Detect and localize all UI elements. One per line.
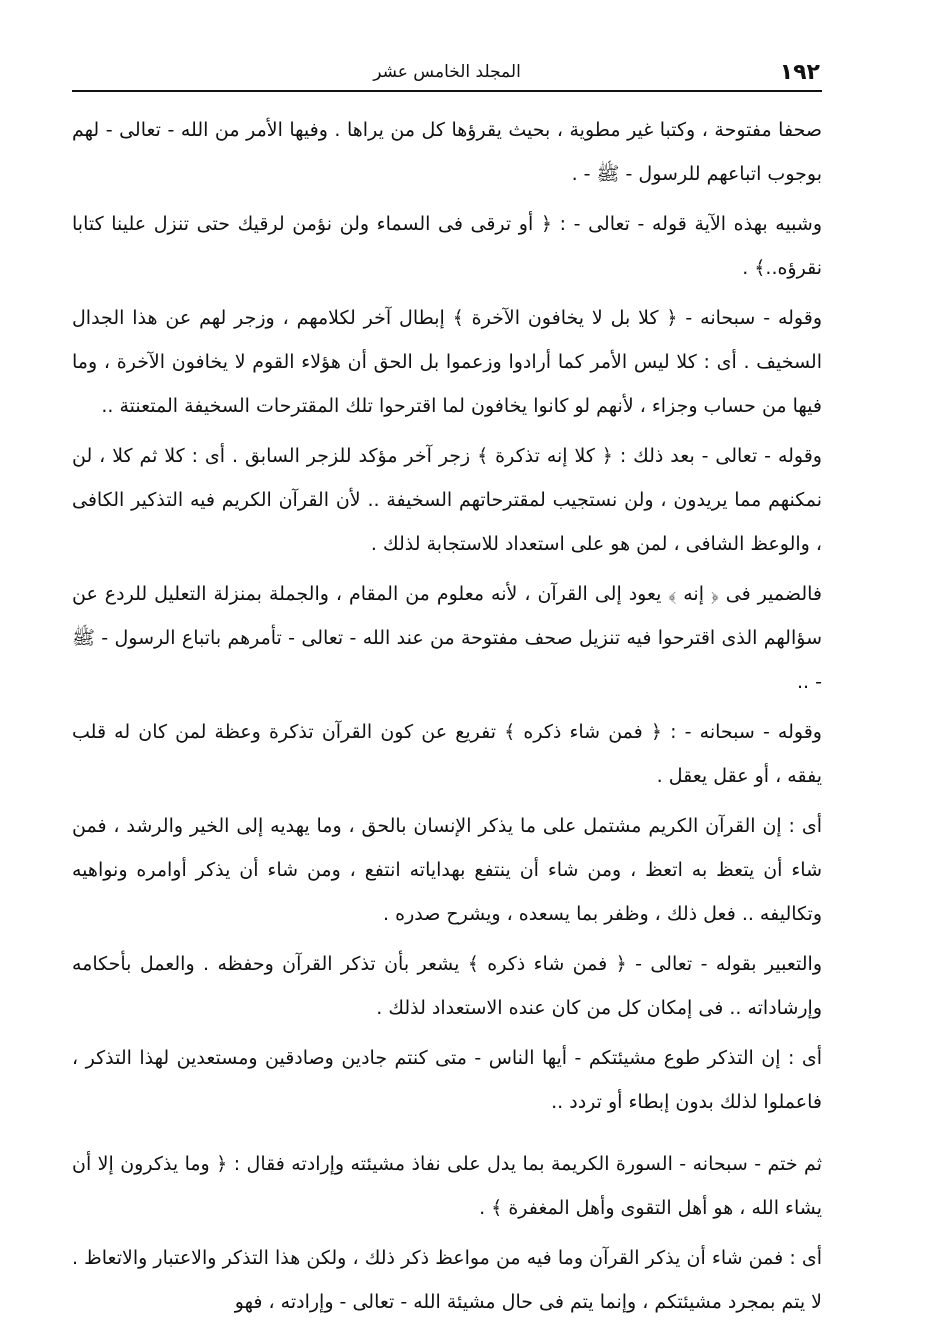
page-number: ١٩٢ <box>779 60 820 85</box>
running-title: المجلد الخامس عشر <box>373 62 521 82</box>
paragraph: وقوله - سبحانه - : ﴿ فمن شاء ذكره ﴾ تفريع عن كون القرآن تذكرة وعظة لمن كان له قلب يفقه ، أو عقل يعقل . <box>72 721 822 787</box>
paragraph: أى : فمن شاء أن يذكر القرآن وما فيه من مواعظ ذكر ذلك ، ولكن هذا التذكر والاعتبار والاتعاظ . لا يتم بمجرد مشيئتكم ، وإنما يتم فى حال مشيئة الله - تعالى - وإرادته ، فهو <box>72 1247 822 1313</box>
page-header <box>72 56 822 92</box>
paragraph: وقوله - سبحانه - ﴿ كلا بل لا يخافون الآخرة ﴾ إبطال آخر لكلامهم ، وزجر لهم عن هذا الجدال السخيف . أى : كلا ليس الأمر كما أرادوا وزعموا بل الحق أن هؤلاء القوم لا يخافون الآخرة ، وما فيها من حساب وجزاء ، لأنهم لو كانوا يخافون لما اقترحوا تلك المقترحات السخيفة المتعنتة .. <box>72 307 822 417</box>
paragraph: صحفا مفتوحة ، وكتبا غير مطوية ، بحيث يقرؤها كل من يراها . وفيها الأمر من الله - تعالى - لهم بوجوب اتباعهم للرسول - ﷺ - . <box>72 119 822 185</box>
paragraph: والتعبير بقوله - تعالى - ﴿ فمن شاء ذكره ﴾ يشعر بأن تذكر القرآن وحفظه . والعمل بأحكامه وإرشاداته .. فى إمكان كل من كان عنده الاستعداد لذلك . <box>72 953 822 1019</box>
paragraph: وقوله - تعالى - بعد ذلك : ﴿ كلا إنه تذكرة ﴾ زجر آخر مؤكد للزجر السابق . أى : كلا ثم كلا ، لن نمكنهم مما يريدون ، ولن نستجيب لمقترحاتهم السخيفة .. لأن القرآن الكريم فيه التذكير الكافى ، والوعظ الشافى ، لمن هو على استعداد للاستجابة لذلك . <box>72 445 822 555</box>
paragraph: أى : إن القرآن الكريم مشتمل على ما يذكر الإنسان بالحق ، وما يهديه إلى الخير والرشد ، فمن شاء أن يتعظ به اتعظ ، ومن شاء أن ينتفع بهداياته انتفع ، ومن شاء أن يذكر أوامره ونواهيه وتكاليفه .. فعل ذلك ، وظفر بما يسعده ، ويشرح صدره . <box>72 815 822 925</box>
page-body <box>72 108 822 1324</box>
book-page <box>72 56 822 1330</box>
paragraph: فالضمير فى ﴿ إنه ﴾ يعود إلى القرآن ، لأنه معلوم من المقام ، والجملة بمنزلة التعليل للردع عن سؤالهم الذى اقترحوا فيه تنزيل صحف مفتوحة من عند الله - تعالى - تأمرهم باتباع الرسول - ﷺ - .. <box>72 583 822 693</box>
paragraph: ثم ختم - سبحانه - السورة الكريمة بما يدل على نفاذ مشيئته وإرادته فقال : ﴿ وما يذكرون إلا أن يشاء الله ، هو أهل التقوى وأهل المغفرة ﴾ . <box>72 1153 822 1219</box>
paragraph: وشبيه بهذه الآية قوله - تعالى - : ﴿ أو ترقى فى السماء ولن نؤمن لرقيك حتى تنزل علينا كتابا نقرؤه..﴾ . <box>72 213 822 279</box>
paragraph: أى : إن التذكر طوع مشيئتكم - أيها الناس - متى كنتم جادين وصادقين ومستعدين لهذا التذكر ، فاعملوا لذلك بدون إبطاء أو تردد .. <box>72 1047 822 1113</box>
